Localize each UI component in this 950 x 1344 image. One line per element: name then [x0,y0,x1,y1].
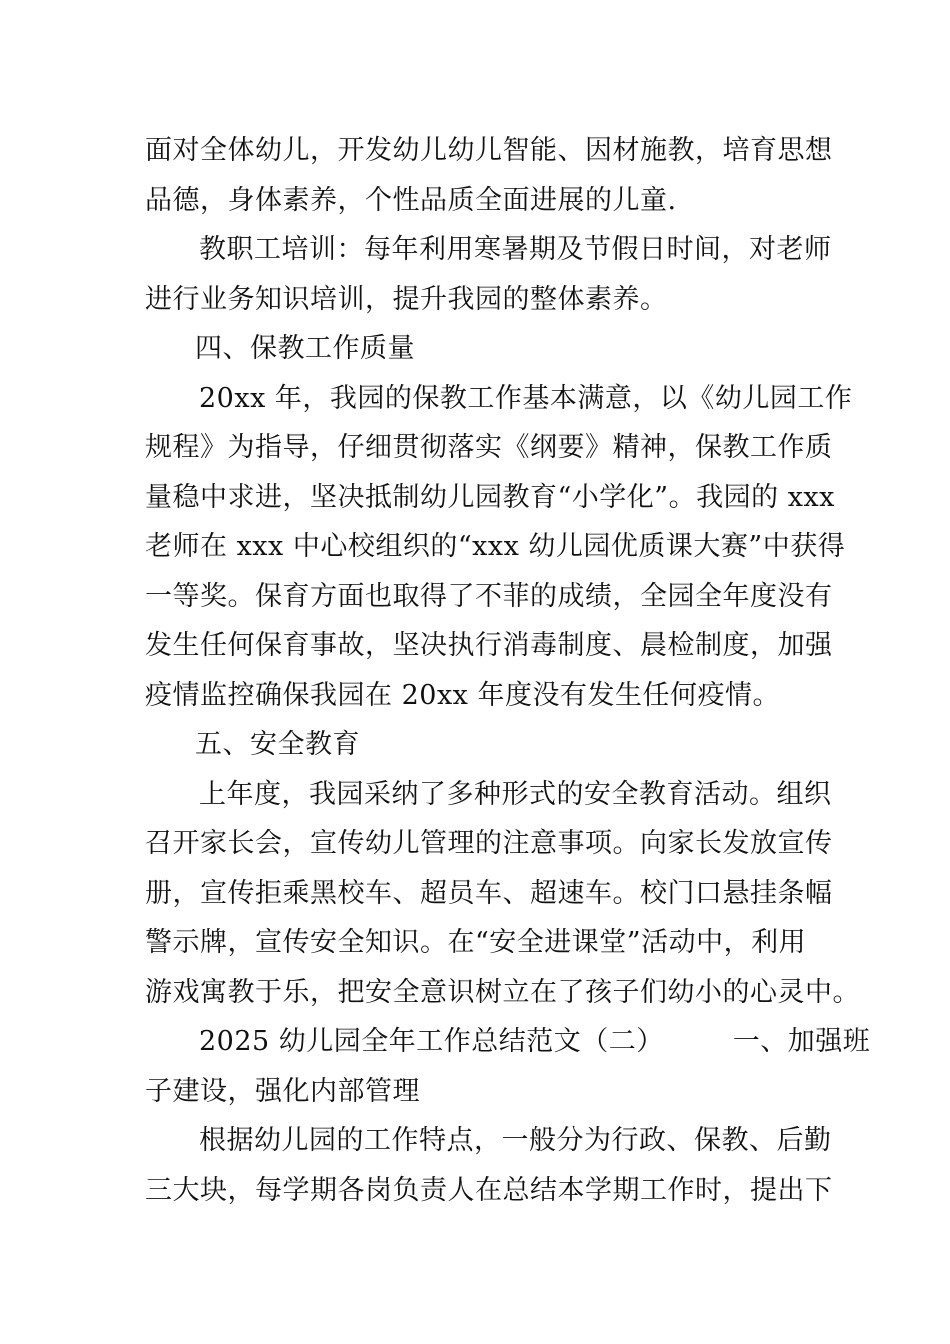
paragraph-line: 品德，身体素养，个性品质全面进展的儿童. [145,184,677,216]
paragraph-line: 召开家长会，宣传幼儿管理的注意事项。向家长发放宣传 [145,828,833,859]
paragraph-line: 警示牌，宣传安全知识。在“安全进课堂”活动中，利用 [145,927,807,958]
paragraph-line: 册，宣传拒乘黑校车、超员车、超速车。校门口悬挂条幅 [145,877,833,909]
section-heading: 四、保教工作质量 [195,333,415,364]
title-line: 2025 幼儿园全年工作总结范文（二） 一、加强班 [199,1026,871,1057]
paragraph-line: 一等奖。保育方面也取得了不菲的成绩，全园全年度没有 [145,580,833,612]
paragraph-line: 量稳中求进，坚决抵制幼儿园教育“小学化”。我园的 xxx [145,481,835,513]
document-body [145,126,871,1215]
section-heading: 五、安全教育 [195,729,360,760]
paragraph-line: 疫情监控确保我园在 20xx 年度没有发生任何疫情。 [145,679,780,711]
paragraph-line: 20xx 年，我园的保教工作基本满意，以《幼儿园工作 [199,382,853,414]
paragraph-line: 上年度，我园采纳了多种形式的安全教育活动。组织 [199,778,832,810]
paragraph-line: 规程》为指导，仔细贯彻落实《纲要》精神，保教工作质 [145,432,833,463]
paragraph-line: 面对全体幼儿，开发幼儿幼儿智能、因材施教，培育思想 [145,135,833,166]
paragraph-line: 三大块，每学期各岗负责人在总结本学期工作时，提出下 [145,1174,833,1206]
paragraph-line: 进行业务知识培训，提升我园的整体素养。 [145,283,668,315]
paragraph-line: 游戏寓教于乐，把安全意识树立在了孩子们幼小的心灵中。 [145,976,860,1008]
paragraph-line: 发生任何保育事故，坚决执行消毒制度、晨检制度，加强 [145,630,833,661]
paragraph-line: 教职工培训：每年利用寒暑期及节假日时间，对老师 [199,234,832,265]
paragraph-line: 子建设，强化内部管理 [145,1075,420,1107]
paragraph-line: 根据幼儿园的工作特点，一般分为行政、保教、后勤 [199,1125,832,1156]
paragraph-line: 老师在 xxx 中心校组织的“xxx 幼儿园优质课大赛”中获得 [145,531,846,562]
